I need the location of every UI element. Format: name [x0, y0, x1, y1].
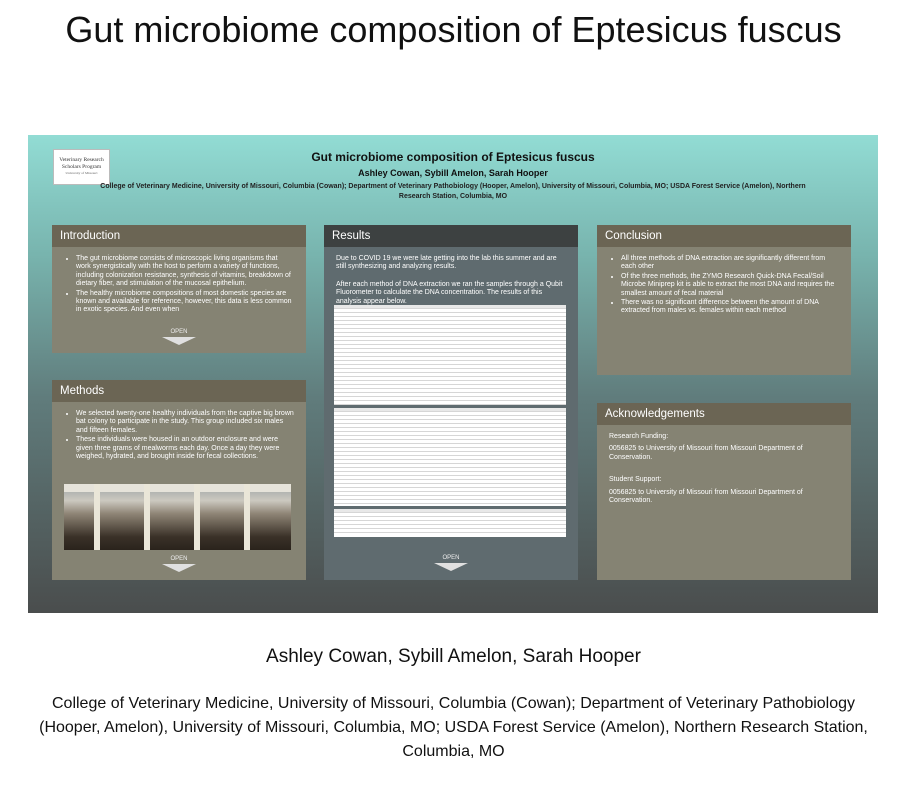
authors: Ashley Cowan, Sybill Amelon, Sarah Hooper [266, 646, 641, 667]
results-paragraph: Due to COVID 19 we were late getting into the lab this summer and are still synthesizing and analyzing results. [336, 255, 557, 271]
intro-bullet: • The healthy microbiome compositions of most domestic species are known and available for reference, however, this data is less common in exotic species. And even when [76, 290, 294, 315]
poster-image [28, 135, 878, 613]
conclusion-bullet: • There was no significant difference between the amount of DNA extracted from males vs. females within each method [621, 299, 839, 316]
student-support-text: 0056825 to University of Missouri from Missouri Department of Conservation. [609, 488, 803, 505]
research-funding-text: 0056825 to University of Missouri from Missouri Department of Conservation. [609, 445, 803, 461]
introduction-heading: Introduction [52, 225, 306, 247]
poster-affiliation: College of Veterinary Medicine, University of Missouri, Columbia (Cowan); Department of Veterinary Pathobiology (Hooper, Amelon), University of Missouri, Columbia, MO; USDA Forest Service (Amelon), Northern Research Station, Columbia, MO [100, 183, 806, 200]
acknowledgements-panel [597, 403, 851, 580]
methods-bullet: • We selected twenty-one healthy individuals from the captive big brown bat colony to participate in the study. This group included six males and fifteen females. [76, 410, 294, 435]
results-panel [324, 225, 578, 580]
methods-heading: Methods [52, 380, 306, 402]
chevron-down-icon [162, 337, 196, 345]
poster-title: Gut microbiome composition of Eptesicus fuscus [311, 150, 595, 164]
conclusion-bullet: • Of the three methods, the ZYMO Research Quick-DNA Fecal/Soil Microbe Miniprep kit is able to extract the most DNA and requires the smallest amount of fecal material [621, 273, 839, 298]
results-open-button[interactable]: OPEN [324, 555, 578, 571]
conclusion-panel [597, 225, 851, 375]
methods-bullet: • These individuals were housed in an outdoor enclosure and were given three grams of mealworms each day. Once a day they were weighed, hydrated, and brought inside for fecal collections. [76, 436, 294, 461]
intro-bullet: • The gut microbiome consists of microscopic living organisms that work synergistically with the host to perform a variety of functions, including colonization resistance, synthesis of vitamins, breakdown of dietary fiber, and stimulation of the mucosal epithelium. [76, 255, 294, 289]
conclusion-bullet: • All three methods of DNA extraction are significantly different from each other [621, 255, 839, 272]
student-support-label: Student Support: [609, 476, 662, 484]
chevron-down-icon [162, 564, 196, 572]
results-heading: Results [324, 225, 578, 247]
affiliation: College of Veterinary Medicine, University of Missouri, Columbia (Cowan); Department of Veterinary Pathobiology (Hooper, Amelon), University of Missouri, Columbia, MO; USDA Forest Service (Amelon), Northern Research Station, Columbia, MO [39, 695, 868, 760]
methods-panel [52, 380, 306, 580]
research-funding-label: Research Funding: [609, 433, 669, 440]
results-table-3 [334, 509, 566, 537]
methods-open-button[interactable]: OPEN [52, 556, 306, 572]
intro-open-button[interactable]: OPEN [52, 329, 306, 345]
results-tables [334, 305, 566, 540]
results-table-2 [334, 408, 566, 506]
introduction-panel [52, 225, 306, 353]
chevron-down-icon [434, 563, 468, 571]
results-paragraph: After each method of DNA extraction we ran the samples through a Qubit Fluorometer to calculate the DNA concentration. The results of this analysis appear below. [336, 280, 563, 305]
enclosure-photo [64, 484, 291, 550]
university-logo: Veterinary Research Scholars Program University of Missouri [53, 149, 110, 185]
poster-authors: Ashley Cowan, Sybill Amelon, Sarah Hooper [358, 168, 548, 178]
acknowledgements-heading: Acknowledgements [597, 403, 851, 425]
results-table-1 [334, 305, 566, 405]
page-title: Gut microbiome composition of Eptesicus fuscus [65, 9, 842, 50]
conclusion-heading: Conclusion [597, 225, 851, 247]
